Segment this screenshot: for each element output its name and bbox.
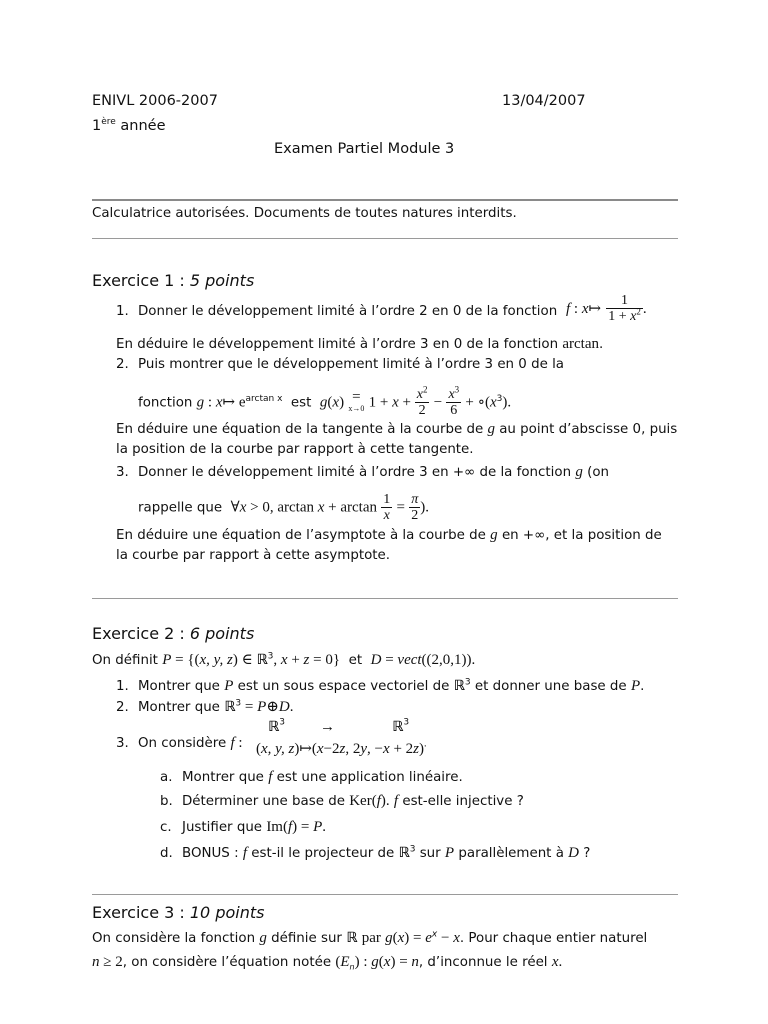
ex1-q1-number: 1. <box>116 304 129 319</box>
ex2-points: 6 points <box>189 624 255 643</box>
ex2-q1-text3: et donner une base de <box>474 679 627 694</box>
ex2-qa-text2: est une application linéaire. <box>276 770 463 785</box>
ex1-q1-formula: f : x↦ $\frac{1}{1 + x^2}$ . <box>566 293 647 324</box>
ex1-q3b-text2: en +∞, et la position de <box>501 528 662 543</box>
ex3-l1-text1: On considère la fonction <box>92 931 256 946</box>
ex2-qa-letter: a. <box>160 770 173 785</box>
ex3-l1-text3: par <box>361 930 381 946</box>
ex1-q1 <box>116 302 557 322</box>
ex1-q3b-text3: la courbe par rapport à cette asymptote. <box>116 548 391 563</box>
ex1-q3a-text2: (on <box>587 465 609 480</box>
exam-title: Examen Partiel Module 3 <box>274 141 455 157</box>
ex1-q3a: 3. Donner le développement limité à l’ordre 3 en +∞ de la fonction g (on <box>116 462 609 483</box>
ex1-q3-rappel-word: rappelle que <box>138 500 223 516</box>
ex2-q1-text2: est un sous espace vectoriel de <box>237 679 450 694</box>
ex2-qd: d. BONUS : f est-il le projecteur de ℝ$^3$ sur P parallèlement à D ? <box>160 843 590 864</box>
ex2-qc: c. Justifier que Im(f) = P. <box>160 817 326 838</box>
ex1-q2a <box>116 355 564 375</box>
ex2-q2-number: 2. <box>116 700 129 715</box>
ex1-q2b-text1: En déduire une équation de la tangente à la courbe de <box>116 422 484 437</box>
ex3-l2-text2: , d’inconnue le réel <box>418 955 548 970</box>
ex2-qc-text: Justifier que <box>182 820 263 835</box>
ex2-title <box>92 624 254 643</box>
ex2-qd-letter: d. <box>160 846 173 861</box>
ex2-et-word: et <box>348 653 363 668</box>
ex1-q2-number: 2. <box>116 357 129 372</box>
ex2-qb: b. Déterminer une base de Ker(f). f est-elle injective ? <box>160 791 524 812</box>
ex1-title-label: Exercice 1 : <box>92 271 190 290</box>
ex2-q3: 3. On considère f : <box>116 733 243 754</box>
ex1-q2-fonction-word: fonction <box>138 395 193 411</box>
ex2-qa: a. Montrer que f est une application linéaire. <box>160 767 463 788</box>
ex1-q1-text: Donner le développement limité à l’ordre 2 en 0 de la fonction <box>138 304 558 319</box>
school-year: ENIVL 2006-2007 <box>92 93 218 109</box>
ex1-q1b: En déduire le développement limité à l’ordre 3 en 0 de la fonction arctan. <box>116 336 604 352</box>
separator-ex1 <box>92 598 678 599</box>
ex2-qb-text2: est-elle injective ? <box>402 794 524 809</box>
class-year <box>92 117 166 134</box>
ex2-def: On définit P = {(x, y, z) ∈ ℝ$^3$, x + z = 0} et D = vect((2,0,1)). <box>92 651 476 668</box>
ex2-qd-text4: parallèlement à <box>458 846 564 861</box>
ex3-line2: n ≥ 2, on considère l’équation notée $(E_n)$ : g(x) = n, d’inconnue le réel x. <box>92 954 563 972</box>
ex2-qb-text1: Déterminer une base de <box>182 794 345 809</box>
ex1-q3-rappel: rappelle que ∀x > 0, arctan x + arctan $\frac{1}{x}$ = $\frac{\pi}{2}$ ). <box>138 492 430 523</box>
ex1-q2-est-word: est <box>290 395 312 411</box>
ex2-q2-text: Montrer que <box>138 700 220 715</box>
ex1-q3-number: 3. <box>116 465 129 480</box>
ex2-q1: 1. Montrer que P est un sous espace vectoriel de ℝ$^3$ et donner une base de P. <box>116 676 644 697</box>
ex1-q3b: En déduire une équation de l’asymptote à la courbe de g en +∞, et la position de la courbe par rapport à cette asymptote. <box>116 527 662 563</box>
ex1-q2b-text3: la position de la courbe par rapport à cette tangente. <box>116 442 474 457</box>
ex2-q1-number: 1. <box>116 679 129 694</box>
ex2-q1-text1: Montrer que <box>138 679 220 694</box>
ex1-title <box>92 271 254 290</box>
exam-date: 13/04/2007 <box>502 93 586 109</box>
ex2-q2: 2. Montrer que ℝ$^3$ = P⊕D. <box>116 697 293 718</box>
ex2-q3-map: ℝ$^3$ → ℝ$^3$ (x, y, z)↦(x−2z, 2y, −x + 2z). <box>256 717 427 757</box>
ex1-q1b-text: En déduire le développement limité à l’ordre 3 en 0 de la fonction <box>116 337 559 352</box>
class-year-word: année <box>115 117 166 134</box>
ex2-def-word: On définit <box>92 653 158 668</box>
ex2-qd-text5: ? <box>583 846 591 861</box>
rules-text: Calculatrice autorisées. Documents de toutes natures interdits. <box>92 206 517 221</box>
ex3-l2-text1: , on considère l’équation notée <box>122 955 332 970</box>
ex3-line1: On considère la fonction g définie sur ℝ par $g(x) = e^x - x$. Pour chaque entier naturel <box>92 929 648 946</box>
class-year-number: 1 <box>92 117 102 134</box>
separator-rules <box>92 238 678 239</box>
ex1-q3a-text1: Donner le développement limité à l’ordre 3 en +∞ de la fonction <box>138 465 572 480</box>
separator-ex2 <box>92 894 678 895</box>
ex2-q3-text: On considère <box>138 736 227 751</box>
ex1-q2a-text: Puis montrer que le développement limité à l’ordre 3 en 0 de la <box>138 357 565 372</box>
ex3-l1-text2: définie sur <box>271 931 342 946</box>
ex1-q2b-text2: au point d’abscisse 0, puis <box>499 422 678 437</box>
separator-top <box>92 199 678 201</box>
ex3-points: 10 points <box>189 903 265 922</box>
ex3-title <box>92 903 264 922</box>
ex1-q2b: En déduire une équation de la tangente à la courbe de g au point d’abscisse 0, puis la position de la courbe par rapport à cette tangente. <box>116 421 678 457</box>
ex2-qc-letter: c. <box>160 820 172 835</box>
ex2-qd-text2: est-il le projecteur de <box>251 846 395 861</box>
ex3-l1-text4: . Pour chaque entier naturel <box>459 931 648 946</box>
ex2-qd-text1: BONUS : <box>182 846 239 861</box>
ex2-qa-text1: Montrer que <box>182 770 264 785</box>
ex2-q3-number: 3. <box>116 736 129 751</box>
ex1-q2-fonction: fonction g : x↦ $e^{arctan x}$ est g(x) = x→0 1 + x + $\frac{x^2}{2}$ − $\frac{x^3}{6}$ + $\circ(x^3)$. <box>138 384 512 418</box>
ex2-title-label: Exercice 2 : <box>92 624 190 643</box>
class-year-suffix: ère <box>101 117 116 127</box>
ex2-qb-letter: b. <box>160 794 173 809</box>
ex2-qd-text3: sur <box>419 846 441 861</box>
ex1-q3b-text1: En déduire une équation de l’asymptote à la courbe de <box>116 528 486 543</box>
ex1-points: 5 points <box>189 271 255 290</box>
ex3-title-label: Exercice 3 : <box>92 903 190 922</box>
